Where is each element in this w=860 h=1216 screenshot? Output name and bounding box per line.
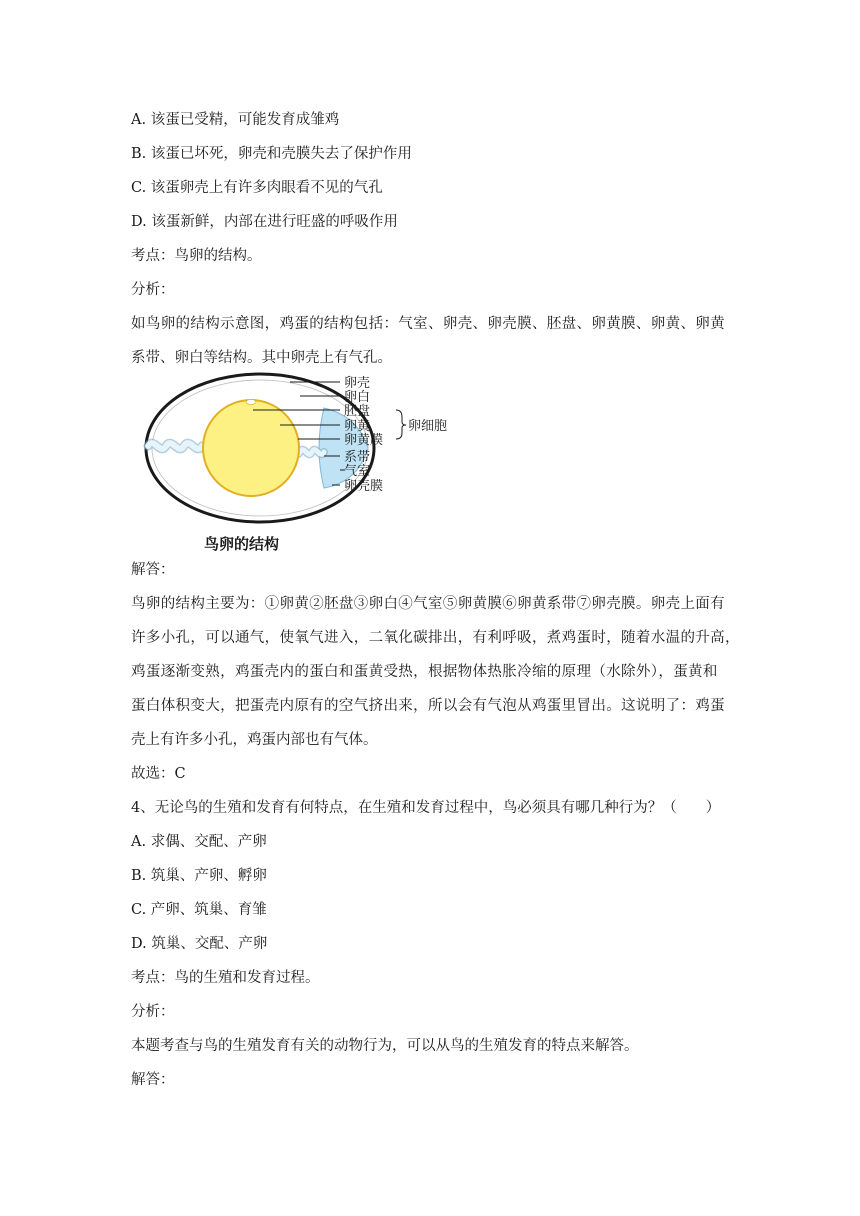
left-chalaza-inner-shape <box>148 443 202 449</box>
label-blastodisc: 胚盘 <box>344 404 371 419</box>
q3-fenxi-label: 分析： <box>131 282 175 298</box>
q4-fenxi-text: 本题考查与鸟的生殖发育有关的动物行为，可以从鸟的生殖发育的特点来解答。 <box>131 1038 639 1054</box>
egg-structure-figure <box>140 372 460 557</box>
q3-option-b: B. 该蛋已坏死，卵壳和壳膜失去了保护作用 <box>131 146 412 162</box>
q3-jieda-line-1: 鸟卵的结构主要为：①卵黄②胚盘③卵白④气室⑤卵黄膜⑥卵黄系带⑦卵壳膜。卵壳上面有 <box>131 596 725 612</box>
q3-option-d: D. 该蛋新鲜，内部在进行旺盛的呼吸作用 <box>131 214 398 230</box>
q4-option-a: A. 求偶、交配、产卵 <box>131 834 267 850</box>
label-albumen: 卵白 <box>344 390 371 405</box>
q3-jieda-line-2: 许多小孔，可以通气，使氧气进入，二氧化碳排出，有利呼吸，煮鸡蛋时，随着水温的升高， <box>131 630 740 646</box>
q3-jieda-line-3: 鸡蛋逐渐变熟，鸡蛋壳内的蛋白和蛋黄受热，根据物体热胀冷缩的原理（水除外），蛋黄和 <box>131 664 718 680</box>
q3-fenxi-line-2: 系带、卵白等结构。其中卵壳上有气孔。 <box>131 350 392 366</box>
q4-kaodian: 考点：鸟的生殖和发育过程。 <box>131 970 320 986</box>
q3-jieda-label: 解答： <box>131 562 175 578</box>
yolk-shape <box>203 400 299 496</box>
q4-option-b: B. 筑巢、产卵、孵卵 <box>131 868 267 884</box>
q3-kaodian: 考点：鸟卵的结构。 <box>131 248 262 264</box>
label-air-cell: 气室 <box>344 464 371 479</box>
q3-jieda-line-5: 壳上有许多小孔，鸡蛋内部也有气体。 <box>131 732 378 748</box>
q3-fenxi-line-1: 如鸟卵的结构示意图，鸡蛋的结构包括：气室、卵壳、卵壳膜、胚盘、卵黄膜、卵黄、卵黄 <box>131 316 725 332</box>
q4-option-d: D. 筑巢、交配、产卵 <box>131 936 268 952</box>
label-egg-cell: 卵细胞 <box>408 419 448 434</box>
label-shell-membrane: 卵壳膜 <box>344 479 384 494</box>
q4-option-c: C. 产卵、筑巢、育雏 <box>131 902 267 918</box>
label-yolk-membrane: 卵黄膜 <box>344 433 384 448</box>
label-shell: 卵壳 <box>344 376 371 391</box>
q4-stem: 4、无论鸟的生殖和发育有何特点，在生殖和发育过程中，鸟必须具有哪几种行为？（ ） <box>131 800 721 816</box>
blastodisc-shape <box>246 400 256 405</box>
q3-jieda-line-4: 蛋白体积变大，把蛋壳内原有的空气挤出来，所以会有气泡从鸡蛋里冒出。这说明了：鸡蛋 <box>131 698 725 714</box>
label-chalaza: 系带 <box>344 450 371 465</box>
q3-option-c: C. 该蛋卵壳上有许多肉眼看不见的气孔 <box>131 180 383 196</box>
figure-caption: 鸟卵的结构 <box>204 535 280 553</box>
label-yolk: 卵黄 <box>344 419 371 434</box>
q3-option-a: A. 该蛋已受精，可能发育成雏鸡 <box>131 112 340 128</box>
q3-answer: 故选：C <box>131 766 186 782</box>
q4-jieda-label: 解答： <box>131 1072 175 1088</box>
q4-fenxi-label: 分析： <box>131 1004 175 1020</box>
